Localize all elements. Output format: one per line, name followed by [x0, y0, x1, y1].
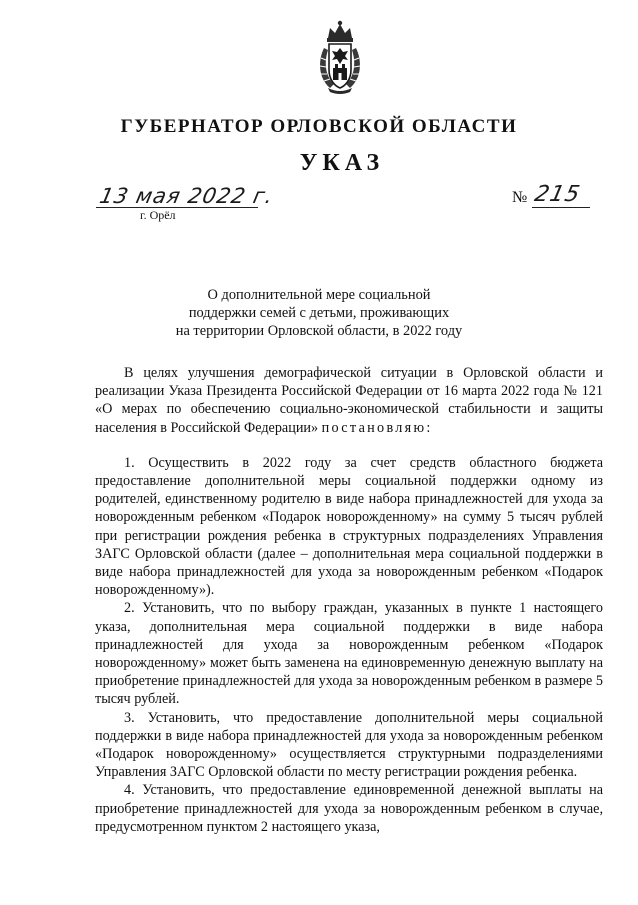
title-line: на территории Орловской области, в 2022 году: [175, 323, 463, 339]
document-title: [0, 286, 638, 340]
preamble-text: В целях улучшения демографической ситуации в Орловской области и реализации Указа Президента Российской Федерации от 16 марта 2022 года № 121 «О мерах по обеспечению социально-экономической стабильности и защиты населения в Российской Федерации»: [95, 365, 603, 436]
preamble-paragraph: [95, 364, 603, 437]
title-line: поддержки семей с детьми, проживающих: [188, 305, 450, 321]
clause-4: 4. Установить, что предоставление единовременной денежной выплаты на приобретение принадлежностей для ухода за новорожденным ребенком в случае, предусмотренном пунктом 2 настоящего указа,: [95, 782, 603, 835]
decree-number: 215: [532, 182, 583, 207]
clause-2: 2. Установить, что по выбору граждан, указанных в пункте 1 настоящего указа, дополнительная мера социальной поддержки в виде набора принадлежностей для ухода за новорожденным ребенком «Подарок новорожденному» может быть заменена на единовременную денежную выплату на приобретение принадлежностей для ухода за новорожденным ребенком в размере 5 тысяч рублей.: [95, 600, 603, 708]
clause-1: 1. Осуществить в 2022 году за счет средств областного бюджета предоставление дополнительной меры социальной поддержки одному из родителей, единственному родителю в виде набора принадлежностей для ухода за новорожденным ребенком «Подарок новорожденному» на сумму 5 тысяч рублей при регистрации рождения ребенка в структурных подразделениях Управления ЗАГС Орловской области (далее – дополнительная мера социальной поддержки в виде набора принадлежностей для ухода за новорожденным ребенком «Подарок новорожденному»).: [95, 454, 603, 599]
clause-3: 3. Установить, что предоставление дополнительной меры социальной поддержки в виде набора принадлежностей для ухода за новорожденным ребенком «Подарок новорожденному» осуществляется структурными подразделениями Управления ЗАГС Орловской области по месту регистрации рождения ребенка.: [95, 709, 603, 781]
document-body: [95, 364, 603, 836]
number-label: №: [512, 189, 528, 206]
document-type: УКАЗ: [299, 150, 385, 176]
issue-city: г. Орёл: [140, 208, 176, 222]
issuing-authority: ГУБЕРНАТОР ОРЛОВСКОЙ ОБЛАСТИ: [120, 116, 518, 137]
signed-date: 13 мая 2022 г.: [97, 184, 276, 208]
number-underline: [532, 207, 590, 208]
preamble-keyword: постановляю:: [321, 419, 433, 436]
oryol-region-coat-of-arms-icon: [316, 18, 364, 96]
title-line: О дополнительной мере социальной: [207, 287, 431, 303]
date-underline: [96, 207, 258, 208]
